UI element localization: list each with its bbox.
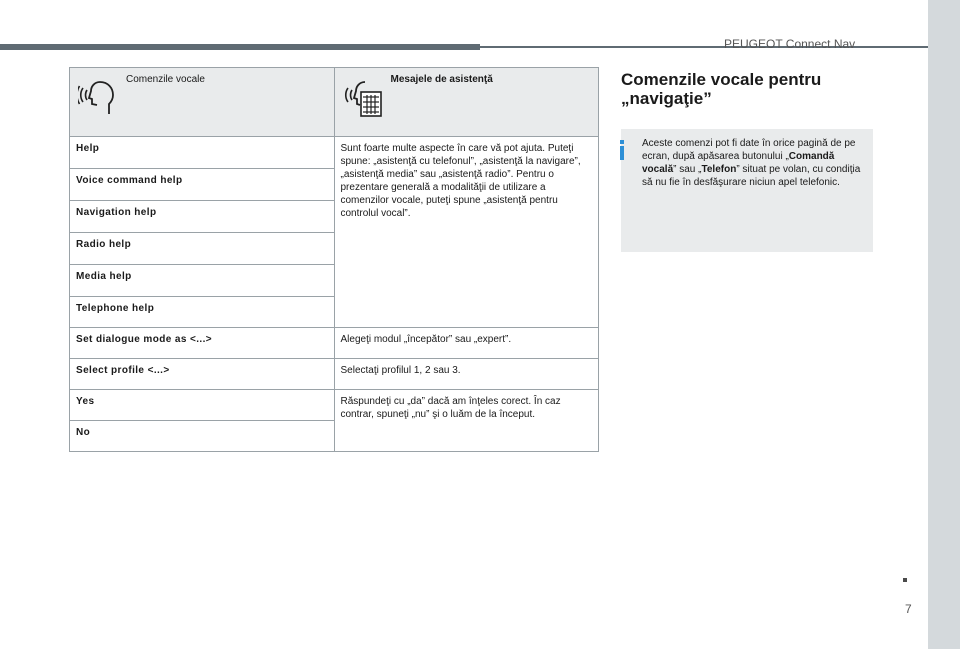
voice-command-button-name: Comandă vocală xyxy=(642,151,835,175)
header-rule-dark xyxy=(0,44,480,50)
command-media-help: Media help xyxy=(70,265,335,297)
column-header-commands xyxy=(70,68,335,137)
command-no: No xyxy=(70,421,335,452)
commands-header-label: Comenzile vocale xyxy=(126,74,205,85)
telephone-button-name: Telefon xyxy=(701,164,737,175)
info-text-part: ” situat pe volan, cu condiţia să nu fie în desfăşurare niciun apel telefonic. xyxy=(642,164,861,188)
section-title: Comenzile vocale pentru „navigaţie” xyxy=(621,70,822,108)
header-rule-light xyxy=(480,46,928,48)
command-select-profile: Select profile <...> xyxy=(70,359,335,390)
info-text-part: ” sau „ xyxy=(673,164,702,175)
table-row xyxy=(70,137,599,169)
command-yes: Yes xyxy=(70,390,335,421)
running-header: PEUGEOT Connect Nav xyxy=(724,37,856,51)
info-text xyxy=(642,137,868,189)
dialogue-mode-response: Alegeţi modul „începător” sau „expert”. xyxy=(334,328,599,359)
info-icon xyxy=(620,140,624,160)
page-marker xyxy=(903,578,907,582)
page-edge-strip xyxy=(928,0,960,649)
info-text-part: Aceste comenzi pot fi date în orice pagină de pe ecran, după apăsarea butonului „ xyxy=(642,138,856,162)
table-row xyxy=(70,359,599,390)
voice-command-icon xyxy=(78,78,118,118)
column-header-messages xyxy=(334,68,599,137)
table-row xyxy=(70,390,599,421)
table-row xyxy=(70,328,599,359)
command-telephone-help: Telephone help xyxy=(70,297,335,328)
help-response: Sunt foarte multe aspecte în care vă pot ajuta. Puteţi spune: „asistenţă cu telefonul”, „asistenţă la navigare”, „asistenţă media” sau „asistenţă radio”. Pentru o prezentare generală a modalităţii de utilizare a comenzilor vocale, puteţi spune „asistenţă pentru controlul vocal”. xyxy=(334,137,599,328)
page-number: 7 xyxy=(905,602,912,616)
voice-keypad-icon xyxy=(343,78,383,118)
messages-header-label: Mesajele de asistenţă xyxy=(390,74,493,85)
command-dialogue-mode: Set dialogue mode as <...> xyxy=(70,328,335,359)
command-radio-help: Radio help xyxy=(70,233,335,265)
command-help: Help xyxy=(70,137,335,169)
command-navigation-help: Navigation help xyxy=(70,201,335,233)
voice-commands-table xyxy=(69,67,599,452)
command-voice-command-help: Voice command help xyxy=(70,169,335,201)
select-profile-response: Selectaţi profilul 1, 2 sau 3. xyxy=(334,359,599,390)
yes-no-response: Răspundeţi cu „da” dacă am înţeles corect. În caz contrar, spuneţi „nu” şi o luăm de la început. xyxy=(334,390,599,452)
